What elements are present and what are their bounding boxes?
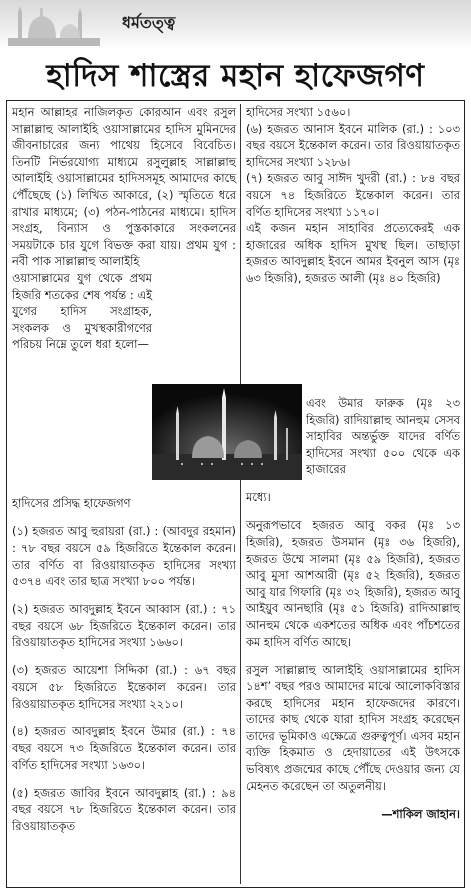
body-paragraph: রসুল সাল্লাল্লাহু আলাইহি ওয়াসাল্লামের হাদিস ১৪শ’ বছর পরও আমাদের মাঝে আলোকবিস্তার করছে হাদিসের মহান হাফেজদের কারণে। তাদের কাছ থেকে যারা হাদিস সংগ্রহ করেছেন তাদের ভূমিকাও এক্ষেত্রে গুরুত্বপূর্ণ। এসব মহান ব্যক্তি হিকমাত ও হেদায়াতের এই উৎসকে ভবিষ্যৎ প্রজন্মের কাছে পৌঁছে দেওয়ার জন্য যে মেহনত করেছেন তা অতুলনীয়।: [246, 662, 460, 793]
list-item: (৭) হজরত আবু সাঈদ খুদরী (রা.) : ৮৪ বছর বয়সে ৭৪ হিজরিতে ইন্তেকাল করেন। তার বর্ণিত হাদিসের সংখ্যা ১১৭০।: [246, 171, 460, 219]
body-paragraph: এই কজন মহান সাহাবির প্রত্যেকেরই এক হাজারের অধিক হাদিস মুখস্থ ছিল। তাছাড়া হজরত আবদুল্লাহ ইবনে আমর ইবনুল আস (মৃঃ ৬৩ হিজরি), হজরত আলী (মৃঃ ৪০ হিজরি): [246, 221, 460, 285]
left-column: [12, 104, 236, 353]
list-item: (৬) হজরত আনাস ইবনে মালিক (রা.) : ১০৩ বছর বয়সে ইন্তেকাল করেন। তার রিওয়ায়াতকৃত হাদিসের সংখ্যা ১২৮৬।: [246, 121, 460, 169]
list-item: (৫) হজরত জাবির ইবনে আবদুল্লাহ (রা.) : ৯৪ বছর বয়সে ৭৮ হিজরিতে ইন্তেকাল করেন। তার রিওয়ায়াতকৃত: [12, 785, 236, 833]
right-column-lower: [246, 478, 460, 834]
body-paragraph: মধ্যে।: [246, 490, 271, 505]
wrapped-paragraph-left: ওয়াসাল্লামের যুগ থেকে প্রথম হিজরি শতকের শেষ পর্যন্ত : এই যুগের হাদিস সংগ্রাহক, সংকলক ও মুখস্থকারীগণের পরিচয় নিম্নে তুলে ধরা হলো—: [12, 270, 152, 352]
article-headline: হাদিস শাস্ত্রের মহান হাফেজগণ: [46, 58, 425, 94]
body-paragraph: অনুরূপভাবে হজরত আবু বকর (মৃঃ ১৩ হিজরি), হজরত উসমান (মৃঃ ৩৬ হিজরি), হজরত উম্মে সালমা (মৃঃ ৫৯ হিজরি), হজরত আবু মুসা আশআরী (মৃঃ ৫২ হিজরি), হজরত আবু যার গিফারি (মৃঃ ৩২ হিজরি), হজরত আবু আইয়ুব আনছারি (মৃঃ ৫১ হিজরি) রাদিআল্লাহু আনহুম থেকে একশতের অধিক এবং পাঁচশতের কম হাদিস বর্ণিত আছে।: [246, 518, 460, 649]
list-item: (৩) হজরত আয়েশা সিদ্দিকা (রা.) : ৬৭ বছর বয়সে ৫৮ হিজরিতে ইন্তেকাল করেন। তার রিওয়ায়াতকৃত হাদিসের সংখ্যা ২২১০।: [12, 663, 236, 711]
left-column-lower: [12, 484, 236, 846]
mosque-night-photo: [152, 384, 302, 480]
list-item: (২) হজরত আবদুল্লাহ ইবনে আব্বাস (রা.) : ৭১ বছর বয়সে ৬৮ হিজরিতে ইন্তেকাল করেন। তার রিওয়ায়াতকৃত হাদিসের সংখ্যা ১৬৬০।: [12, 602, 236, 650]
wrapped-paragraph-right: এবং উমার ফারুক (মৃঃ ২৩ হিজরি) রাদিয়াল্লাহু আনহুম সেসব সাহাবির অন্তর্ভুক্ত যাদের বর্ণিত হাদিসের সংখ্যা ৫০০ থেকে এক হাজারের: [306, 396, 460, 477]
section-label: ধর্মতত্ত্ব: [122, 13, 176, 32]
continued-text: হাদিসের সংখ্যা ১৫৬০।: [246, 105, 351, 119]
list-item: (৪) হজরত আবদুল্লাহ ইবনে উমার (রা.) : ৭৪ বছর বয়সে ৭৩ হিজরিতে ইন্তেকাল করেন। তার বর্ণিত হাদিসের সংখ্যা ১৬৩০।: [12, 724, 236, 772]
mosque-photo-icon: [152, 384, 302, 480]
subheading: হাদিসের প্রসিদ্ধ হাফেজগণ: [12, 496, 131, 511]
column-divider: [240, 104, 241, 884]
list-item: (১) হজরত আবু হুরায়রা (রা.) : (আবদুর রহমান) : ৭৮ বছর বয়সে ৫৯ হিজরিতে ইন্তেকাল করেন। তার বর্ণিত বা রিওয়ায়াতকৃত হাদিসের সংখ্যা ৫৩৭৪ এবং তার ছাত্র সংখ্যা ৮০০ পর্যন্ত।: [12, 524, 236, 589]
mosque-silhouette-icon: [8, 4, 100, 46]
section-header: [0, 0, 471, 50]
intro-paragraph: মহান আল্লাহর নাজিলকৃত কোরআন এবং রসুল সাল্লাল্লাহু আলাইহি ওয়াসাল্লামের হাদিস মুমিনদের জীবনাচারের জন্য পাথেয় হিসেবে বিবেচিত। তিনটি নির্ভরযোগ্য মাধ্যমে রসুলুল্লাহ সাল্লাল্লাহু আলাইহি ওয়াসাল্লামের হাদিসসমূহ আমাদের কাছে পৌঁছেছে (১) লিখিত আকারে, (২) স্মৃতিতে ধরে রাখার মাধ্যমে; (৩) পঠন-পাঠনের মাধ্যমে। হাদিস সংগ্রহ, বিন্যাস ও পুস্তকাকারে সংকলনের সময়টাকে চার যুগে বিভক্ত করা যায়। প্রথম যুগ : নবী পাক সাল্লাল্লাহু আলাইহি: [12, 105, 236, 269]
author-byline: —শাকিল জাহান।: [381, 806, 460, 821]
right-column: [246, 104, 460, 287]
